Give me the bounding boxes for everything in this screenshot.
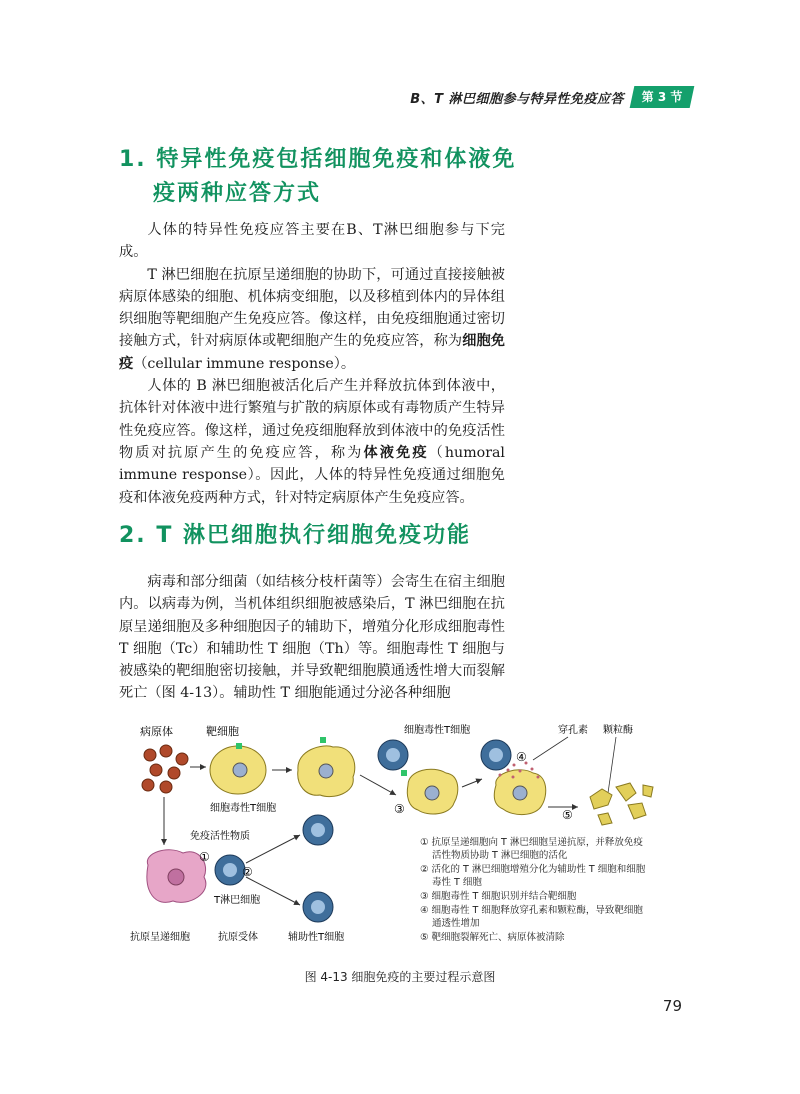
label-receptor: 抗原受体 bbox=[218, 932, 258, 943]
section1-title bbox=[119, 143, 516, 211]
label-apc: 抗原呈递细胞 bbox=[130, 932, 190, 943]
legend-2-line1: ② 活化的 T 淋巴细胞增殖分化为辅助性 T 细胞和细胞 bbox=[420, 864, 646, 875]
label-immune-substance: 免疫活性物质 bbox=[190, 831, 250, 842]
lysed-cell-fragments bbox=[590, 783, 653, 825]
header-title: B、T 淋巴细胞参与特异性免疫应答 bbox=[410, 92, 624, 107]
legend-5-line1: ⑤ 靶细胞裂解死亡、病原体被清除 bbox=[420, 932, 565, 943]
target-cell-3-nucleus bbox=[425, 786, 439, 800]
step-1-marker: ① bbox=[199, 850, 210, 864]
target-cell-4-nucleus bbox=[513, 786, 527, 800]
page-number: 79 bbox=[662, 997, 682, 1015]
naive-t-cell-nucleus bbox=[223, 863, 237, 877]
label-perforin: 穿孔素 bbox=[558, 725, 588, 736]
label-target-cell: 靶细胞 bbox=[206, 725, 239, 738]
antigen-marker-2 bbox=[320, 737, 326, 743]
legend-3-line1: ③ 细胞毒性 T 细胞识别并结合靶细胞 bbox=[420, 891, 577, 902]
legend-2-line2: 毒性 T 细胞 bbox=[432, 877, 482, 888]
cell-immunity-diagram bbox=[128, 715, 698, 965]
running-header bbox=[0, 86, 800, 108]
section1-title-line1: 1. 特异性免疫包括细胞免疫和体液免 bbox=[119, 147, 517, 172]
section1-title-line2: 疫两种应答方式 bbox=[153, 181, 322, 206]
section1-paragraph-3: 人体的 B 淋巴细胞被活化后产生并释放抗体到体液中，抗体针对体液中进行繁殖与扩散的病原体或有毒物质产生特异性免疫应答。像这样，通过免疫细胞释放到体液中的免疫活性物质对抗原产生的免疫应答，称为体液免疫（humoral immune response）。因此，人体的特异性免疫通过细胞免疫和体液免疫两种方式，针对特定病原体产生免疫应答。 bbox=[119, 378, 505, 506]
th-cell-nucleus bbox=[311, 900, 325, 914]
section-badge bbox=[630, 86, 695, 108]
label-t-cell: T淋巴细胞 bbox=[214, 895, 261, 906]
step-3-marker: ③ bbox=[394, 802, 405, 816]
legend-4-line2: 通透性增加 bbox=[432, 918, 480, 929]
arrow-step3-to-step4 bbox=[462, 779, 482, 787]
arrow-to-step3-from-target bbox=[360, 775, 396, 795]
figure-caption: 图 4-13 细胞免疫的主要过程示意图 bbox=[304, 970, 496, 984]
label-tc-top: 细胞毒性T细胞 bbox=[404, 725, 471, 736]
target-cell-1-nucleus bbox=[233, 763, 247, 777]
tc-cell-step4-nucleus bbox=[489, 748, 503, 762]
term-humoral-immunity: 体液免疫 bbox=[363, 444, 429, 461]
section2-body bbox=[119, 571, 505, 705]
target-cell-2-nucleus bbox=[319, 764, 333, 778]
step-2-marker: ② bbox=[242, 865, 253, 879]
section1-paragraph-1: 人体的特异性免疫应答主要在B、T淋巴细胞参与下完成。 bbox=[119, 222, 505, 261]
label-granzyme: 颗粒酶 bbox=[603, 725, 633, 736]
figure-legend bbox=[420, 836, 646, 943]
legend-1-line2: 活性物质协助 T 淋巴细胞的活化 bbox=[432, 850, 568, 861]
tc-bind-marker bbox=[401, 770, 407, 776]
legend-4-line1: ④ 细胞毒性 T 细胞释放穿孔素和颗粒酶，导致靶细胞 bbox=[420, 905, 643, 916]
tc-cell-top-nucleus bbox=[386, 748, 400, 762]
legend-1-line1: ① 抗原呈递细胞向 T 淋巴细胞呈递抗原，并释放免疫 bbox=[420, 837, 643, 848]
antigen-marker-1 bbox=[236, 743, 242, 749]
term-cellular-immunity: 细胞免疫 bbox=[119, 333, 505, 372]
label-pathogen: 病原体 bbox=[140, 725, 173, 738]
step-4-marker: ④ bbox=[516, 750, 527, 764]
label-tc-mid: 细胞毒性T细胞 bbox=[210, 803, 277, 814]
pathogen-cluster bbox=[142, 745, 188, 793]
pointer-granzyme bbox=[608, 737, 616, 793]
step-5-marker: ⑤ bbox=[562, 808, 573, 822]
figure-4-13 bbox=[128, 715, 698, 965]
pointer-perforin bbox=[533, 737, 568, 760]
tc-cell-mid-nucleus bbox=[311, 823, 325, 837]
section1-body bbox=[119, 219, 505, 509]
section1-paragraph-2: T 淋巴细胞在抗原呈递细胞的协助下，可通过直接接触被病原体感染的细胞、机体病变细胞，以及移植到体内的异体组织细胞等靶细胞产生免疫应答。像这样，由免疫细胞通过密切接触方式，针对病原体或靶细胞产生的免疫应答，称为细胞免疫（cellular immune response）。 bbox=[119, 266, 505, 372]
section-badge-label: 第 3 节 bbox=[641, 90, 683, 104]
arrow-t-to-tc bbox=[246, 835, 300, 863]
section2-title: 2. T 淋巴细胞执行细胞免疫功能 bbox=[119, 523, 471, 548]
section2-paragraph-1: 病毒和部分细菌（如结核分枝杆菌等）会寄生在宿主细胞内。以病毒为例，当机体组织细胞被感染后，T 淋巴细胞在抗原呈递细胞及多种细胞因子的辅助下，增殖分化形成细胞毒性 T 细胞（Tc）和辅助性 T 细胞（Th）等。细胞毒性 T 细胞与被感染的靶细胞密切接触，并导致靶细胞膜通透性增大而裂解死亡（图 4-13）。辅助性 T 细胞能通过分泌各种细胞 bbox=[119, 574, 505, 702]
label-th: 辅助性T细胞 bbox=[288, 932, 345, 943]
apc-nucleus bbox=[168, 869, 184, 885]
